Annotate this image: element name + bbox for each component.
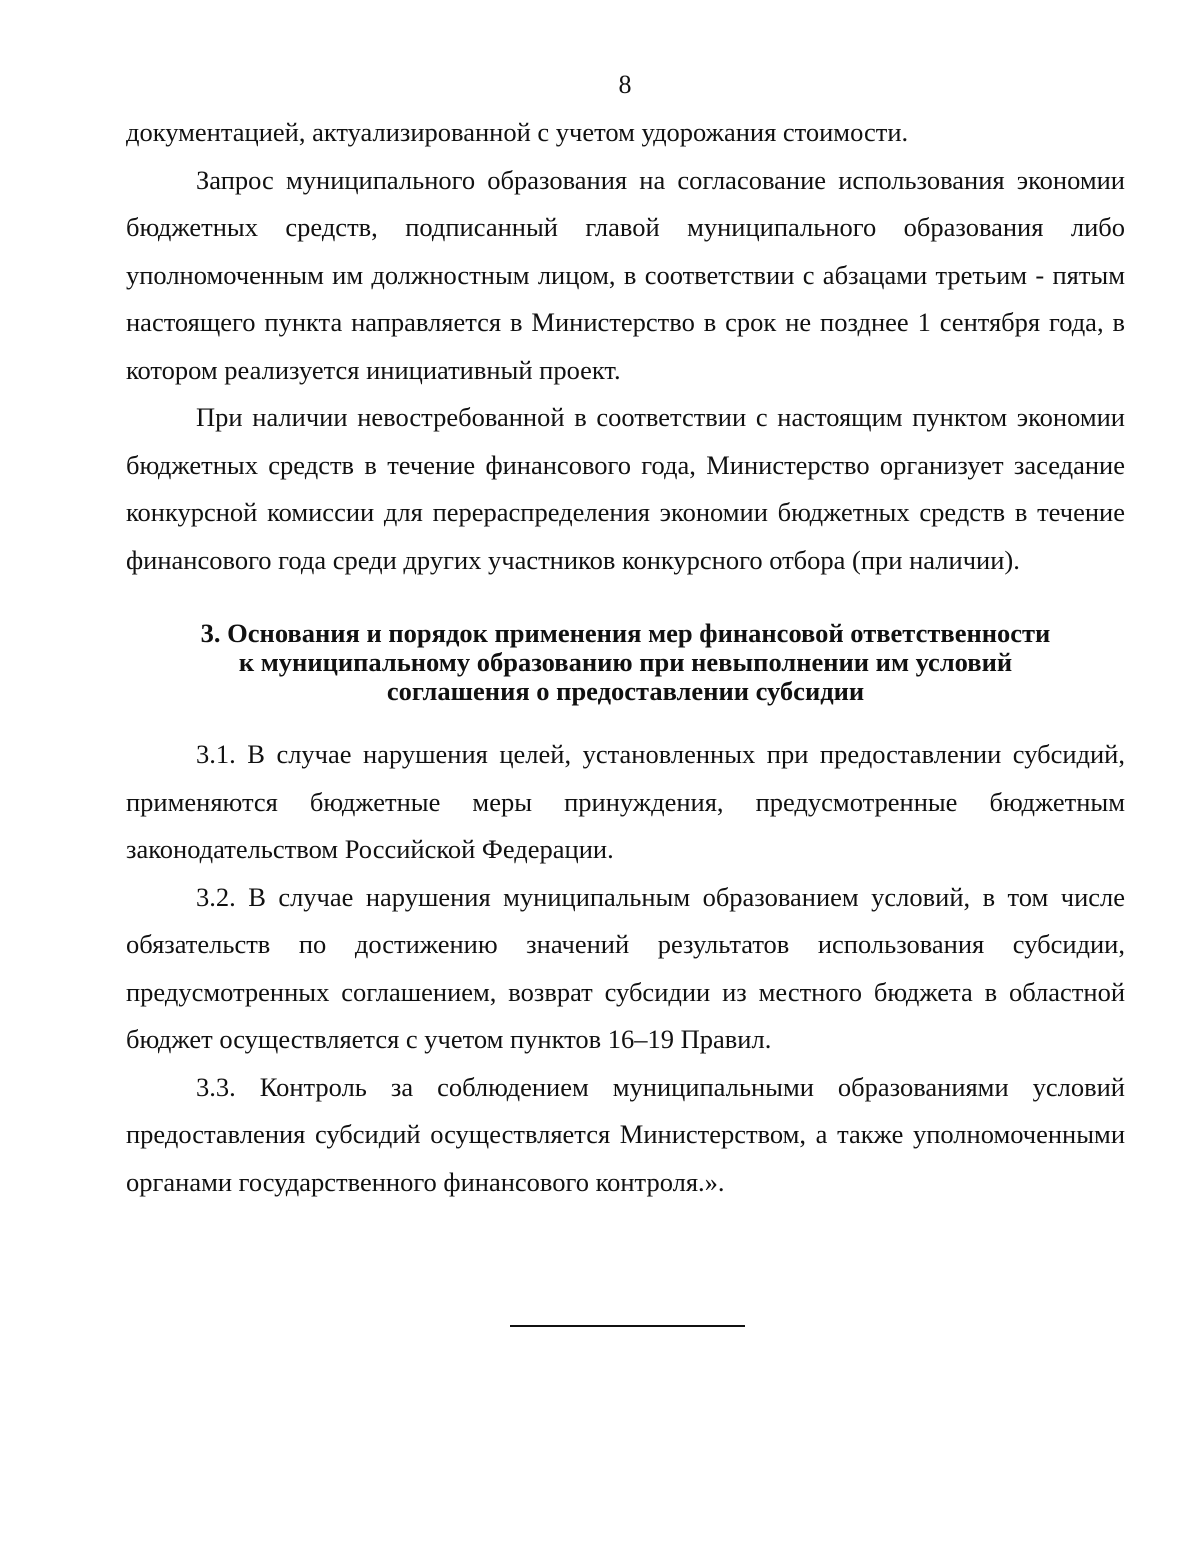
paragraph-savings-request: Запрос муниципального образования на согласование использования экономии бюджетных средств, подписанный главой муниципального образования либо уполномоченным им должностным лицом, в соответствии с абзацами третьим - пятым настоящего пункта направляется в Министерство в срок не позднее 1 сентября года, в котором реализуется инициативный проект. xyxy=(126,164,1125,385)
page-content xyxy=(126,109,1125,1206)
clause-3-3: 3.3. Контроль за соблюдением муниципальными образованиями условий предоставления субсидий осуществляется Министерством, а также уполномоченными органами государственного финансового контроля.». xyxy=(126,1071,1125,1197)
end-of-document-rule xyxy=(510,1325,745,1327)
page-number: 8 xyxy=(618,70,632,99)
clause-3-1: 3.1. В случае нарушения целей, установленных при предоставлении субсидий, применяются бюджетные меры принуждения, предусмотренные бюджетным законодательством Российской Федерации. xyxy=(126,739,1125,864)
section-3-heading xyxy=(126,619,1125,706)
section-3-heading-line: соглашения о предоставлении субсидии xyxy=(386,676,865,706)
paragraph-unclaimed-savings: При наличии невостребованной в соответствии с настоящим пунктом экономии бюджетных средств в течение финансового года, Министерство организует заседание конкурсной комиссии для перераспределения экономии бюджетных средств в течение финансового года среди других участников конкурсного отбора (при наличии). xyxy=(126,402,1125,575)
section-3-heading-line: к муниципальному образованию при невыполнении им условий xyxy=(238,647,1013,677)
paragraph-continuation: документацией, актуализированной с учетом удорожания стоимости. xyxy=(126,117,909,147)
section-3-heading-line: 3. Основания и порядок применения мер финансовой ответственности xyxy=(200,618,1051,648)
clause-3-2: 3.2. В случае нарушения муниципальным образованием условий, в том числе обязательств по достижению значений результатов использования субсидии, предусмотренных соглашением, возврат субсидии из местного бюджета в областной бюджет осуществляется с учетом пунктов 16–19 Правил. xyxy=(126,881,1125,1054)
